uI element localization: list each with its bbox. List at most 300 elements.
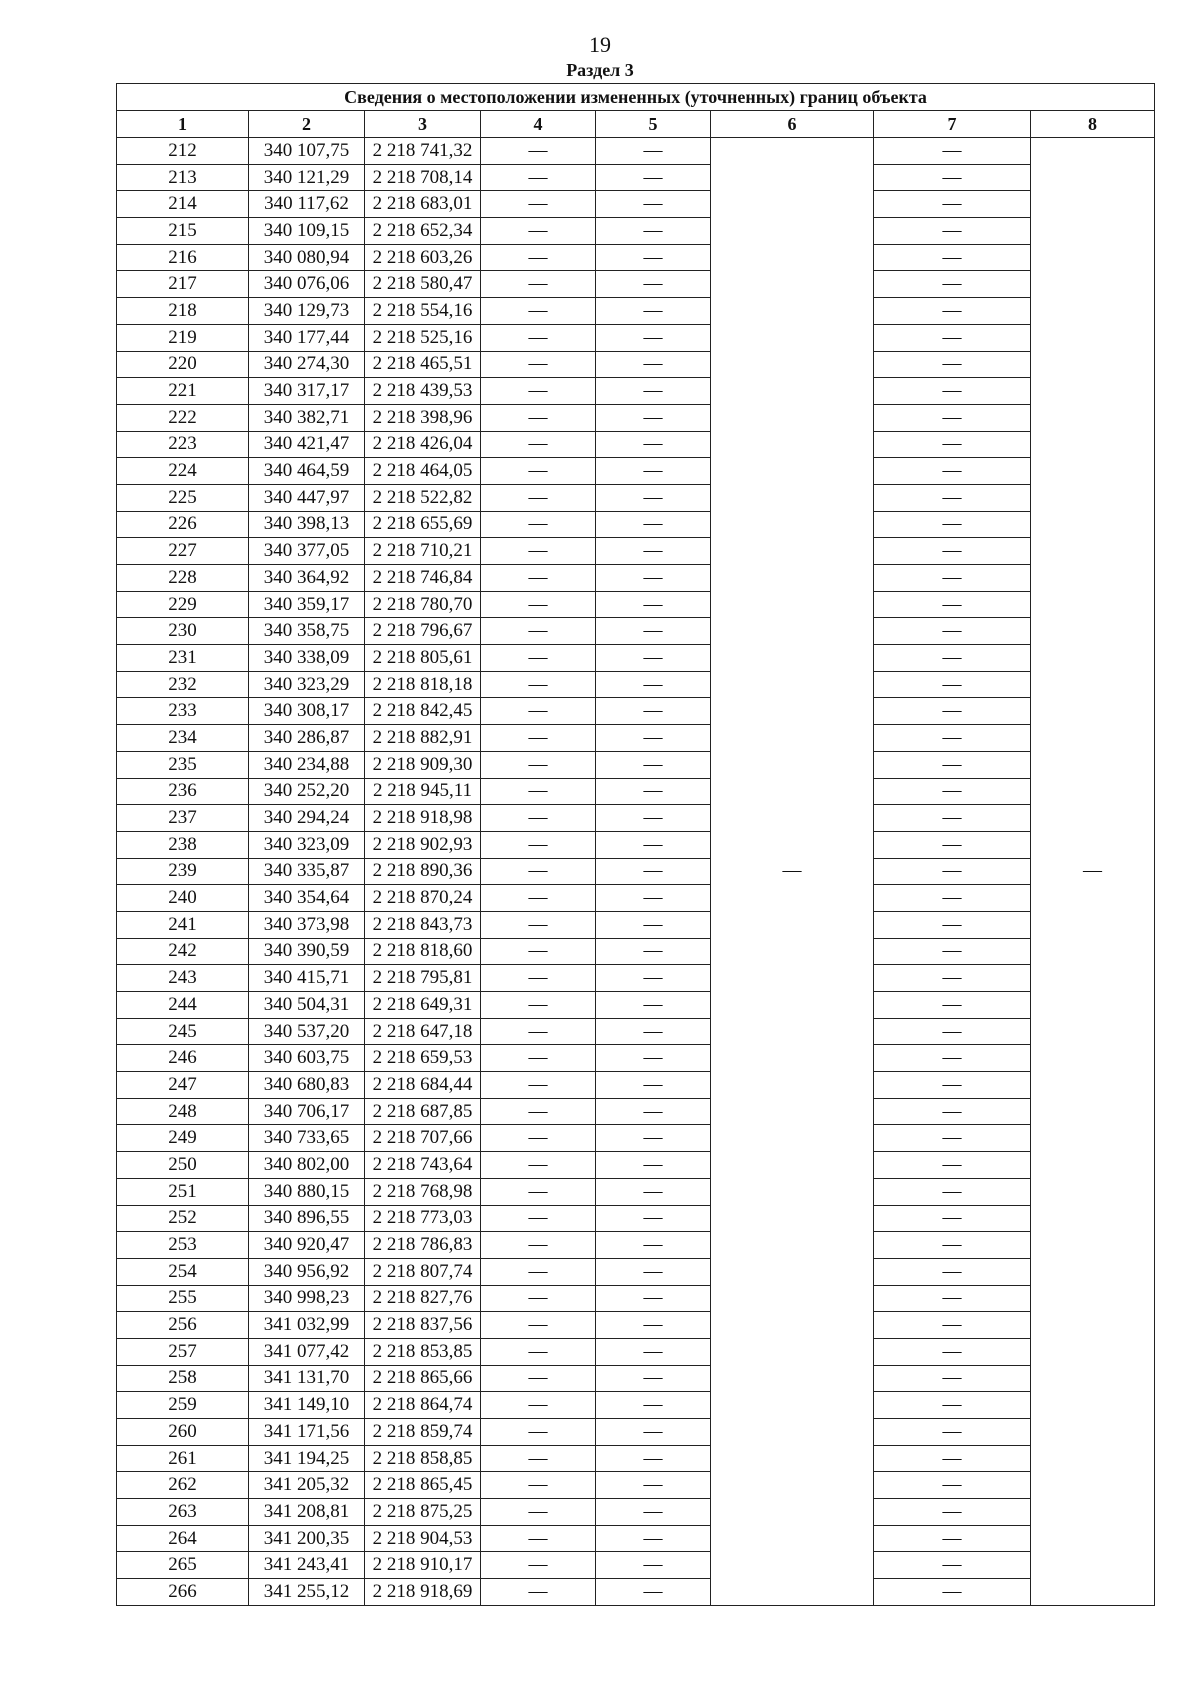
coordinate-x-cell: 340 274,30 [249,351,365,378]
table-row [117,1312,1155,1339]
column-5-cell: — [596,1552,711,1579]
column-7-cell: — [874,725,1031,752]
coordinate-x-cell: 340 956,92 [249,1258,365,1285]
point-number-cell: 232 [117,671,249,698]
coordinate-x-cell: 341 077,42 [249,1338,365,1365]
column-5-cell: — [596,565,711,592]
table-row [117,1445,1155,1472]
coordinate-y-cell: 2 218 918,69 [365,1579,481,1606]
coordinate-y-cell: 2 218 439,53 [365,378,481,405]
table-row [117,858,1155,885]
table-row [117,404,1155,431]
coordinate-y-cell: 2 218 795,81 [365,965,481,992]
column-5-cell: — [596,1579,711,1606]
point-number-cell: 254 [117,1258,249,1285]
column-4-cell: — [481,645,596,672]
column-7-cell: — [874,298,1031,325]
coordinate-x-cell: 340 076,06 [249,271,365,298]
coordinate-y-cell: 2 218 647,18 [365,1018,481,1045]
column-7-cell: — [874,618,1031,645]
coordinate-y-cell: 2 218 465,51 [365,351,481,378]
point-number-cell: 266 [117,1579,249,1606]
column-5-cell: — [596,458,711,485]
column-5-cell: — [596,351,711,378]
point-number-cell: 247 [117,1072,249,1099]
table-row [117,938,1155,965]
column-7-cell: — [874,511,1031,538]
coordinate-y-cell: 2 218 426,04 [365,431,481,458]
column-5-cell: — [596,591,711,618]
column-7-cell: — [874,458,1031,485]
column-7-cell: — [874,1392,1031,1419]
column-4-cell: — [481,511,596,538]
point-number-cell: 217 [117,271,249,298]
table-row [117,778,1155,805]
table-row [117,458,1155,485]
table-row [117,965,1155,992]
column-4-cell: — [481,431,596,458]
point-number-cell: 235 [117,751,249,778]
column-5-cell: — [596,1152,711,1179]
table-row [117,378,1155,405]
point-number-cell: 248 [117,1098,249,1125]
coordinate-y-cell: 2 218 652,34 [365,218,481,245]
table-row [117,565,1155,592]
point-number-cell: 255 [117,1285,249,1312]
column-5-cell: — [596,965,711,992]
column-header-row [117,111,1155,138]
coordinate-y-cell: 2 218 805,61 [365,645,481,672]
column-7-cell: — [874,992,1031,1019]
coordinate-x-cell: 340 294,24 [249,805,365,832]
coordinate-y-cell: 2 218 904,53 [365,1525,481,1552]
column-5-cell: — [596,298,711,325]
point-number-cell: 220 [117,351,249,378]
column-5-cell: — [596,1392,711,1419]
column-5-cell: — [596,164,711,191]
coordinate-y-cell: 2 218 710,21 [365,538,481,565]
table-row [117,1098,1155,1125]
coordinate-y-cell: 2 218 464,05 [365,458,481,485]
point-number-cell: 265 [117,1552,249,1579]
point-number-cell: 240 [117,885,249,912]
column-5-cell: — [596,484,711,511]
coordinate-x-cell: 340 117,62 [249,191,365,218]
point-number-cell: 258 [117,1365,249,1392]
column-4-cell: — [481,404,596,431]
column-7-cell: — [874,1472,1031,1499]
column-header-6: 6 [711,111,874,138]
column-5-cell: — [596,191,711,218]
column-5-cell: — [596,431,711,458]
column-5-cell: — [596,1072,711,1099]
coordinate-x-cell: 340 880,15 [249,1178,365,1205]
coordinate-x-cell: 340 359,17 [249,591,365,618]
table-row [117,1152,1155,1179]
coordinate-x-cell: 340 680,83 [249,1072,365,1099]
table-row [117,191,1155,218]
point-number-cell: 236 [117,778,249,805]
point-number-cell: 257 [117,1338,249,1365]
coordinate-y-cell: 2 218 746,84 [365,565,481,592]
column-7-cell: — [874,1419,1031,1446]
coordinate-y-cell: 2 218 707,66 [365,1125,481,1152]
column-4-cell: — [481,1445,596,1472]
column-5-cell: — [596,1445,711,1472]
coordinate-x-cell: 340 377,05 [249,538,365,565]
column-7-cell: — [874,164,1031,191]
coordinate-x-cell: 340 802,00 [249,1152,365,1179]
column-7-cell: — [874,1338,1031,1365]
column-4-cell: — [481,351,596,378]
column-7-cell: — [874,1285,1031,1312]
column-4-cell: — [481,138,596,165]
column-7-cell: — [874,858,1031,885]
coordinate-x-cell: 340 358,75 [249,618,365,645]
column-4-cell: — [481,1419,596,1446]
column-7-cell: — [874,138,1031,165]
column-7-cell: — [874,404,1031,431]
coordinate-x-cell: 341 131,70 [249,1365,365,1392]
coordinate-x-cell: 340 504,31 [249,992,365,1019]
column-header-8: 8 [1031,111,1155,138]
column-7-cell: — [874,671,1031,698]
table-row [117,164,1155,191]
coordinate-y-cell: 2 218 768,98 [365,1178,481,1205]
point-number-cell: 230 [117,618,249,645]
boundary-coordinates-table [116,83,1155,1606]
column-header-7: 7 [874,111,1031,138]
column-5-cell: — [596,725,711,752]
table-row [117,698,1155,725]
column-4-cell: — [481,1258,596,1285]
table-row [117,645,1155,672]
point-number-cell: 250 [117,1152,249,1179]
column-5-cell: — [596,1045,711,1072]
coordinate-x-cell: 340 364,92 [249,565,365,592]
column-5-cell: — [596,1232,711,1259]
coordinate-y-cell: 2 218 858,85 [365,1445,481,1472]
point-number-cell: 243 [117,965,249,992]
coordinate-y-cell: 2 218 773,03 [365,1205,481,1232]
coordinate-x-cell: 340 177,44 [249,324,365,351]
coordinate-x-cell: 340 390,59 [249,938,365,965]
column-7-cell: — [874,698,1031,725]
coordinate-y-cell: 2 218 708,14 [365,164,481,191]
column-4-cell: — [481,1178,596,1205]
column-5-cell: — [596,1285,711,1312]
coordinate-y-cell: 2 218 818,60 [365,938,481,965]
column-5-cell: — [596,538,711,565]
column-4-cell: — [481,484,596,511]
column-7-cell: — [874,1579,1031,1606]
point-number-cell: 229 [117,591,249,618]
column-7-cell: — [874,1125,1031,1152]
column-5-cell: — [596,1258,711,1285]
table-row [117,992,1155,1019]
column-4-cell: — [481,1525,596,1552]
column-7-cell: — [874,351,1031,378]
column-8-merged-cell: — [1031,138,1155,1606]
table-row [117,885,1155,912]
table-row [117,1125,1155,1152]
column-4-cell: — [481,671,596,698]
coordinate-y-cell: 2 218 655,69 [365,511,481,538]
table-row [117,244,1155,271]
column-7-cell: — [874,1499,1031,1526]
table-row [117,1178,1155,1205]
point-number-cell: 215 [117,218,249,245]
coordinate-y-cell: 2 218 918,98 [365,805,481,832]
coordinate-x-cell: 340 308,17 [249,698,365,725]
column-7-cell: — [874,1152,1031,1179]
column-5-cell: — [596,911,711,938]
column-5-cell: — [596,1205,711,1232]
column-5-cell: — [596,778,711,805]
point-number-cell: 263 [117,1499,249,1526]
point-number-cell: 252 [117,1205,249,1232]
point-number-cell: 262 [117,1472,249,1499]
column-4-cell: — [481,911,596,938]
column-5-cell: — [596,404,711,431]
table-row [117,1579,1155,1606]
point-number-cell: 238 [117,831,249,858]
column-4-cell: — [481,1338,596,1365]
column-5-cell: — [596,244,711,271]
point-number-cell: 237 [117,805,249,832]
column-4-cell: — [481,698,596,725]
column-7-cell: — [874,1205,1031,1232]
coordinate-y-cell: 2 218 603,26 [365,244,481,271]
coordinate-x-cell: 340 398,13 [249,511,365,538]
column-5-cell: — [596,1525,711,1552]
column-7-cell: — [874,965,1031,992]
column-7-cell: — [874,911,1031,938]
coordinate-x-cell: 340 338,09 [249,645,365,672]
column-4-cell: — [481,858,596,885]
coordinate-y-cell: 2 218 687,85 [365,1098,481,1125]
coordinate-x-cell: 340 109,15 [249,218,365,245]
table-row [117,218,1155,245]
column-7-cell: — [874,1552,1031,1579]
table-row [117,1018,1155,1045]
coordinate-y-cell: 2 218 865,66 [365,1365,481,1392]
coordinate-y-cell: 2 218 649,31 [365,992,481,1019]
coordinate-x-cell: 340 354,64 [249,885,365,912]
column-5-cell: — [596,1098,711,1125]
column-7-cell: — [874,831,1031,858]
point-number-cell: 214 [117,191,249,218]
column-4-cell: — [481,992,596,1019]
coordinate-x-cell: 341 205,32 [249,1472,365,1499]
column-5-cell: — [596,1499,711,1526]
point-number-cell: 218 [117,298,249,325]
coordinate-x-cell: 340 317,17 [249,378,365,405]
point-number-cell: 264 [117,1525,249,1552]
coordinate-x-cell: 341 243,41 [249,1552,365,1579]
column-4-cell: — [481,751,596,778]
point-number-cell: 242 [117,938,249,965]
point-number-cell: 261 [117,1445,249,1472]
column-4-cell: — [481,725,596,752]
table-row [117,1499,1155,1526]
point-number-cell: 245 [117,1018,249,1045]
column-header-2: 2 [249,111,365,138]
column-7-cell: — [874,805,1031,832]
point-number-cell: 259 [117,1392,249,1419]
table-body [117,138,1155,1606]
table-row [117,324,1155,351]
column-7-cell: — [874,591,1031,618]
table-row [117,911,1155,938]
column-7-cell: — [874,885,1031,912]
column-4-cell: — [481,1285,596,1312]
column-7-cell: — [874,324,1031,351]
column-7-cell: — [874,938,1031,965]
column-4-cell: — [481,1365,596,1392]
column-7-cell: — [874,218,1031,245]
table-row [117,751,1155,778]
point-number-cell: 253 [117,1232,249,1259]
column-4-cell: — [481,1045,596,1072]
point-number-cell: 244 [117,992,249,1019]
coordinate-x-cell: 340 896,55 [249,1205,365,1232]
coordinate-x-cell: 340 129,73 [249,298,365,325]
point-number-cell: 241 [117,911,249,938]
point-number-cell: 224 [117,458,249,485]
point-number-cell: 213 [117,164,249,191]
coordinate-y-cell: 2 218 743,64 [365,1152,481,1179]
coordinate-x-cell: 341 255,12 [249,1579,365,1606]
column-7-cell: — [874,484,1031,511]
coordinate-x-cell: 340 382,71 [249,404,365,431]
column-5-cell: — [596,805,711,832]
coordinate-x-cell: 341 208,81 [249,1499,365,1526]
point-number-cell: 246 [117,1045,249,1072]
column-4-cell: — [481,218,596,245]
coordinate-x-cell: 340 920,47 [249,1232,365,1259]
column-4-cell: — [481,565,596,592]
column-4-cell: — [481,1499,596,1526]
coordinate-y-cell: 2 218 890,36 [365,858,481,885]
table-row [117,725,1155,752]
column-4-cell: — [481,324,596,351]
coordinate-y-cell: 2 218 875,25 [365,1499,481,1526]
column-4-cell: — [481,1579,596,1606]
table-row [117,1525,1155,1552]
coordinate-x-cell: 341 171,56 [249,1419,365,1446]
coordinate-x-cell: 340 252,20 [249,778,365,805]
column-5-cell: — [596,938,711,965]
coordinate-y-cell: 2 218 909,30 [365,751,481,778]
table-row [117,1205,1155,1232]
column-5-cell: — [596,992,711,1019]
point-number-cell: 233 [117,698,249,725]
column-4-cell: — [481,244,596,271]
table-row [117,1285,1155,1312]
column-7-cell: — [874,1445,1031,1472]
point-number-cell: 239 [117,858,249,885]
column-4-cell: — [481,1072,596,1099]
coordinate-y-cell: 2 218 683,01 [365,191,481,218]
column-7-cell: — [874,645,1031,672]
coordinate-x-cell: 340 447,97 [249,484,365,511]
coordinate-x-cell: 340 323,09 [249,831,365,858]
table-row [117,1472,1155,1499]
table-row [117,431,1155,458]
table-row [117,1392,1155,1419]
point-number-cell: 228 [117,565,249,592]
column-7-cell: — [874,378,1031,405]
coordinate-x-cell: 340 286,87 [249,725,365,752]
point-number-cell: 234 [117,725,249,752]
column-5-cell: — [596,324,711,351]
point-number-cell: 216 [117,244,249,271]
coordinate-y-cell: 2 218 580,47 [365,271,481,298]
column-7-cell: — [874,271,1031,298]
coordinate-y-cell: 2 218 659,53 [365,1045,481,1072]
table-caption: Сведения о местоположении измененных (уточненных) границ объекта [117,84,1155,111]
coordinate-y-cell: 2 218 842,45 [365,698,481,725]
column-4-cell: — [481,191,596,218]
table-row [117,511,1155,538]
coordinate-y-cell: 2 218 827,76 [365,1285,481,1312]
coordinate-x-cell: 340 234,88 [249,751,365,778]
coordinate-x-cell: 340 706,17 [249,1098,365,1125]
coordinate-y-cell: 2 218 843,73 [365,911,481,938]
column-7-cell: — [874,751,1031,778]
table-row [117,1552,1155,1579]
point-number-cell: 260 [117,1419,249,1446]
column-4-cell: — [481,1098,596,1125]
column-4-cell: — [481,831,596,858]
coordinate-x-cell: 340 373,98 [249,911,365,938]
table-row [117,538,1155,565]
column-4-cell: — [481,965,596,992]
column-6-merged-cell: — [711,138,874,1606]
table-row [117,805,1155,832]
point-number-cell: 249 [117,1125,249,1152]
column-5-cell: — [596,618,711,645]
coordinate-y-cell: 2 218 554,16 [365,298,481,325]
page-number: 19 [589,32,611,57]
column-5-cell: — [596,831,711,858]
coordinate-y-cell: 2 218 945,11 [365,778,481,805]
point-number-cell: 212 [117,138,249,165]
coordinate-y-cell: 2 218 780,70 [365,591,481,618]
column-7-cell: — [874,1365,1031,1392]
coordinate-y-cell: 2 218 398,96 [365,404,481,431]
column-4-cell: — [481,1392,596,1419]
coordinate-y-cell: 2 218 910,17 [365,1552,481,1579]
table-row [117,591,1155,618]
coordinate-y-cell: 2 218 818,18 [365,671,481,698]
column-4-cell: — [481,805,596,832]
coordinate-y-cell: 2 218 786,83 [365,1232,481,1259]
point-number-cell: 227 [117,538,249,565]
column-4-cell: — [481,1205,596,1232]
column-5-cell: — [596,645,711,672]
column-7-cell: — [874,191,1031,218]
column-7-cell: — [874,1312,1031,1339]
coordinate-y-cell: 2 218 741,32 [365,138,481,165]
coordinate-x-cell: 340 603,75 [249,1045,365,1072]
table-row [117,1365,1155,1392]
column-7-cell: — [874,1045,1031,1072]
coordinate-y-cell: 2 218 870,24 [365,885,481,912]
column-4-cell: — [481,1018,596,1045]
point-number-cell: 222 [117,404,249,431]
